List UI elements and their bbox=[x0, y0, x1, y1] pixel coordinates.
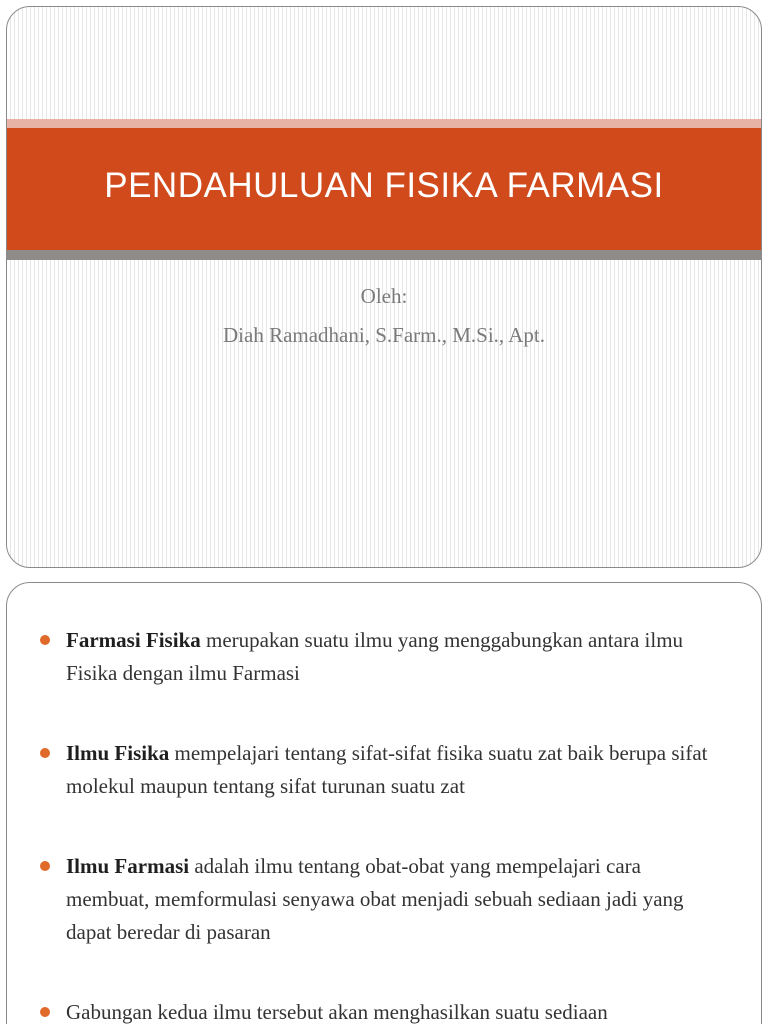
bullet-text: merupakan suatu ilmu yang menggabungkan antara ilmu Fisika dengan ilmu Farmasi bbox=[66, 628, 684, 685]
title-band-top-stripe bbox=[7, 119, 761, 128]
subtitle-author: Diah Ramadhani, S.Farm., M.Si., Apt. bbox=[223, 323, 545, 347]
content-slide bbox=[6, 582, 762, 1024]
bullet-list bbox=[35, 624, 725, 1024]
bullet-dot-icon bbox=[40, 861, 50, 871]
slide-subtitle bbox=[7, 277, 761, 355]
bullet-term: Ilmu Farmasi bbox=[66, 854, 190, 878]
bullet-item bbox=[35, 996, 725, 1024]
bullet-dot-icon bbox=[40, 748, 50, 758]
bullet-dot-icon bbox=[40, 1007, 50, 1017]
slide-title: PENDAHULUAN FISIKA FARMASI bbox=[104, 166, 664, 205]
bullet-item bbox=[35, 624, 725, 690]
bullet-dot-icon bbox=[40, 635, 50, 645]
bullet-item bbox=[35, 737, 725, 803]
bullet-term: Farmasi Fisika bbox=[66, 628, 201, 652]
title-band-bottom-stripe bbox=[7, 250, 761, 260]
title-slide bbox=[6, 6, 762, 568]
title-band bbox=[7, 128, 761, 250]
bullet-text: adalah ilmu tentang obat-obat yang mempelajari cara membuat, memformulasi senyawa obat menjadi sebuah sediaan jadi yang dapat beredar di pasaran bbox=[66, 854, 684, 944]
bullet-item bbox=[35, 850, 725, 949]
subtitle-by-label: Oleh: bbox=[360, 284, 408, 308]
bullet-term: Ilmu Fisika bbox=[66, 741, 170, 765]
bullet-text: Gabungan kedua ilmu tersebut akan menghasilkan suatu sediaan bbox=[66, 1000, 608, 1024]
bullet-text: mempelajari tentang sifat-sifat fisika suatu zat baik berupa sifat molekul maupun tentang sifat turunan suatu zat bbox=[66, 741, 708, 798]
